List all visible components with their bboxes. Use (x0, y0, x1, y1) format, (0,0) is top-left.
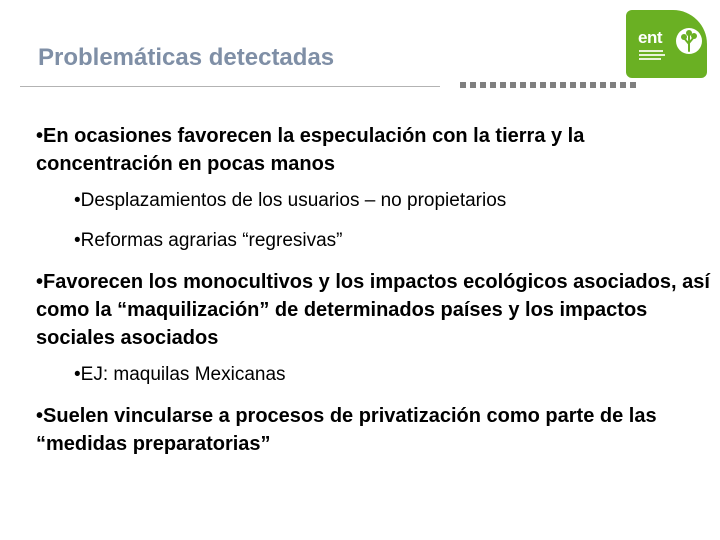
bullet-marker: • (74, 230, 81, 251)
bullet-text: Reformas agrarias “regresivas” (80, 230, 343, 251)
bullet-text: Suelen vincularse a procesos de privatización como parte de las “medidas preparatorias” (36, 405, 657, 455)
bullet-item (36, 402, 712, 458)
bullet-item (36, 268, 712, 352)
bullet-marker: • (74, 190, 81, 211)
bullet-marker: • (36, 405, 44, 427)
logo-text: ent (638, 28, 662, 47)
bullet-marker: • (36, 125, 44, 147)
sub-bullet-item (74, 228, 712, 254)
slide-title: Problemáticas detectadas (38, 44, 335, 71)
bullet-item (36, 122, 712, 178)
bullet-marker: • (74, 364, 81, 385)
bullet-text: Desplazamientos de los usuarios – no propietarios (80, 190, 507, 211)
sub-bullet-item (74, 362, 712, 388)
tree-emblem-icon (674, 26, 704, 56)
bullet-text: Favorecen los monocultivos y los impactos ecológicos asociados, así como la “maquilización” de determinados países y los impactos sociales asociados (36, 271, 710, 349)
sub-bullet-item (74, 188, 712, 214)
ent-logo (626, 10, 707, 78)
title-divider (20, 82, 628, 90)
bullet-marker: • (36, 271, 44, 293)
bullet-text: EJ: maquilas Mexicanas (80, 364, 286, 385)
bullet-list (36, 122, 712, 468)
logo-tagline-lines (639, 50, 665, 62)
bullet-text: En ocasiones favorecen la especulación con la tierra y la concentración en pocas manos (36, 125, 585, 175)
